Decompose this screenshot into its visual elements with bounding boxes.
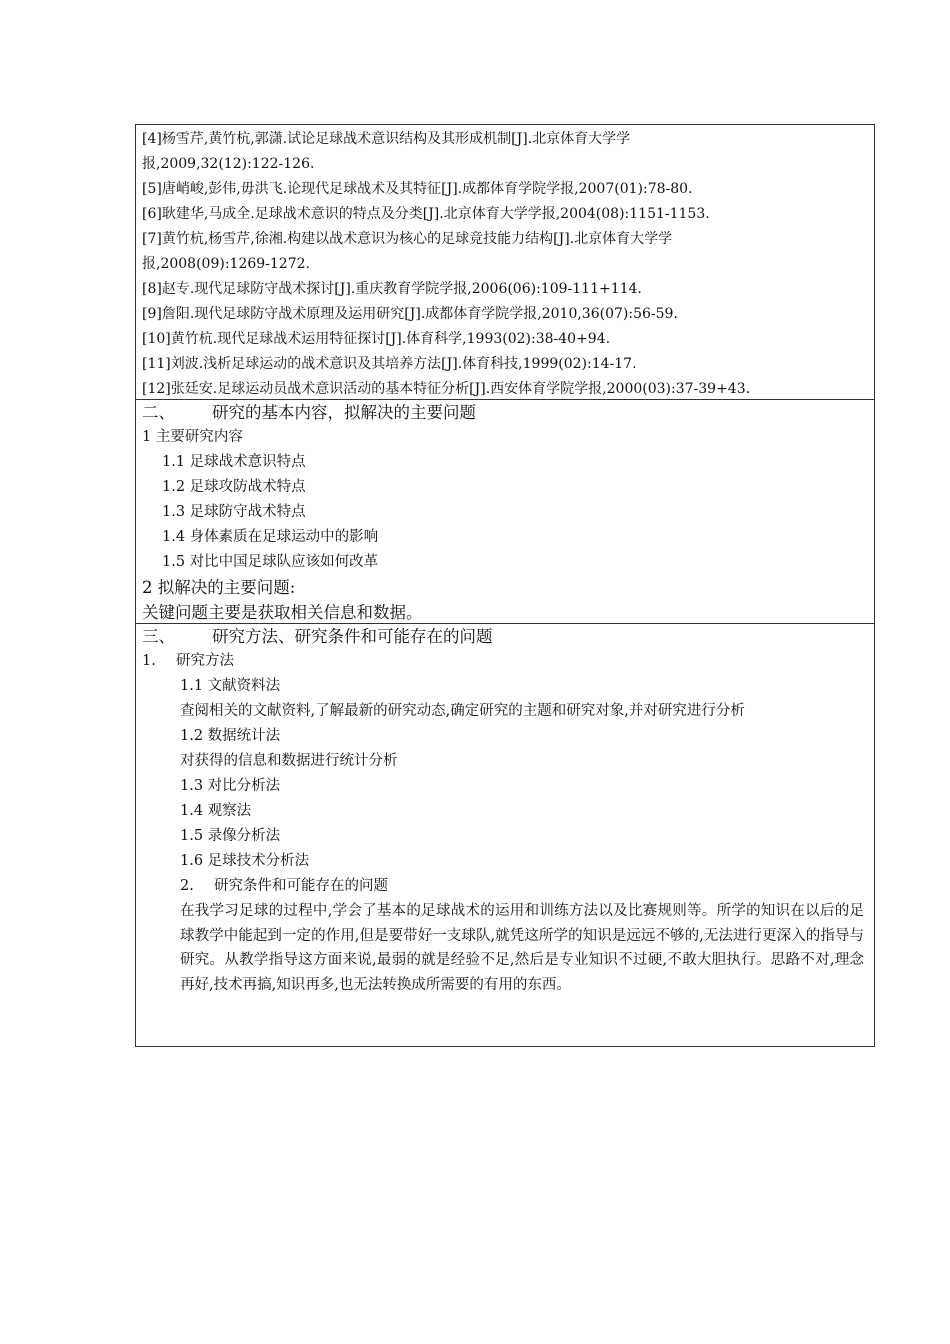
- problem-text: 关键问题主要是获取相关信息和数据。: [142, 603, 423, 622]
- references-cell: [136, 125, 874, 399]
- reference-line: [4]杨雪芹,黄竹杭,郭潇.试论足球战术意识结构及其形成机制[J].北京体育大学学: [142, 131, 631, 147]
- method-item: 1.6 足球技术分析法: [180, 853, 310, 869]
- method-item: 1.5 录像分析法: [180, 828, 281, 844]
- content-item: 1.5 对比中国足球队应该如何改革: [162, 554, 379, 570]
- content-item: 1.2 足球攻防战术特点: [162, 479, 306, 495]
- reference-line: [10]黄竹杭.现代足球战术运用特征探讨[J].体育科学,1993(02):38-40+94.: [142, 331, 611, 347]
- reference-line: [8]赵专.现代足球防守战术探讨[J].重庆教育学院学报,2006(06):109-111+114.: [142, 281, 642, 297]
- proposal-table: [135, 124, 875, 1047]
- content-item: 1.1 足球战术意识特点: [162, 454, 306, 470]
- methods-heading: [142, 649, 868, 674]
- content-heading: 1 主要研究内容: [142, 429, 243, 445]
- method-item: 1.3 对比分析法: [180, 778, 281, 794]
- conditions-number: 2.: [180, 878, 194, 894]
- reference-line: [12]张廷安.足球运动员战术意识活动的基本特征分析[J].西安体育学院学报,2000(03):37-39+43.: [142, 381, 751, 397]
- reference-line: [9]詹阳.现代足球防守战术原理及运用研究[J].成都体育学院学报,2010,36(07):56-59.: [142, 306, 678, 322]
- method-item: 1.4 观察法: [180, 803, 252, 819]
- problem-heading: 2 拟解决的主要问题:: [142, 578, 296, 597]
- method-description: 对获得的信息和数据进行统计分析: [180, 753, 398, 769]
- section-2-cell: [136, 399, 874, 623]
- methods-number: 1.: [142, 653, 156, 669]
- method-item: 1.1 文献资料法: [180, 678, 281, 694]
- method-item: 1.2 数据统计法: [180, 728, 281, 744]
- conditions-heading: [142, 874, 868, 899]
- reference-line: [7]黄竹杭,杨雪芹,徐湘.构建以战术意识为核心的足球竞技能力结构[J].北京体育大学学: [142, 231, 673, 247]
- methods-label: 研究方法: [176, 653, 234, 669]
- reference-line: 报,2008(09):1269-1272.: [142, 256, 310, 272]
- conditions-label: 研究条件和可能存在的问题: [214, 878, 388, 894]
- section-3-title: 研究方法、研究条件和可能存在的问题: [212, 627, 493, 646]
- reference-line: 报,2009,32(12):122-126.: [142, 156, 315, 172]
- section-2-number: 二、: [142, 403, 175, 422]
- reference-line: [5]唐峭峻,彭伟,毋洪飞.论现代足球战术及其特征[J].成都体育学院学报,2007(01):78-80.: [142, 181, 693, 197]
- section-2-heading: [142, 400, 868, 425]
- method-description: 查阅相关的文献资料,了解最新的研究动态,确定研究的主题和研究对象,并对研究进行分析: [180, 703, 745, 719]
- content-item: 1.4 身体素质在足球运动中的影响: [162, 529, 379, 545]
- section-2-title: 研究的基本内容，拟解决的主要问题: [212, 403, 476, 422]
- section-3-heading: [142, 624, 868, 649]
- content-item: 1.3 足球防守战术特点: [162, 504, 306, 520]
- conditions-paragraph: 在我学习足球的过程中,学会了基本的足球战术的运用和训练方法以及比赛规则等。所学的知识在以后的足球教学中能起到一定的作用,但是要带好一支球队,就凭这所学的知识是远远不够的,无法进行更深入的指导与研究。从教学指导这方面来说,最弱的就是经验不足,然后是专业知识不过硬,不敢大胆执行。思路不对,理念再好,技术再搞,知识再多,也无法转换成所需要的有用的东西。: [180, 903, 864, 993]
- reference-line: [6]耿建华,马成全.足球战术意识的特点及分类[J].北京体育大学学报,2004(08):1151-1153.: [142, 206, 710, 222]
- section-3-number: 三、: [142, 627, 175, 646]
- section-3-cell: [136, 623, 874, 1046]
- reference-line: [11]刘波.浅析足球运动的战术意识及其培养方法[J].体育科技,1999(02):14-17.: [142, 356, 637, 372]
